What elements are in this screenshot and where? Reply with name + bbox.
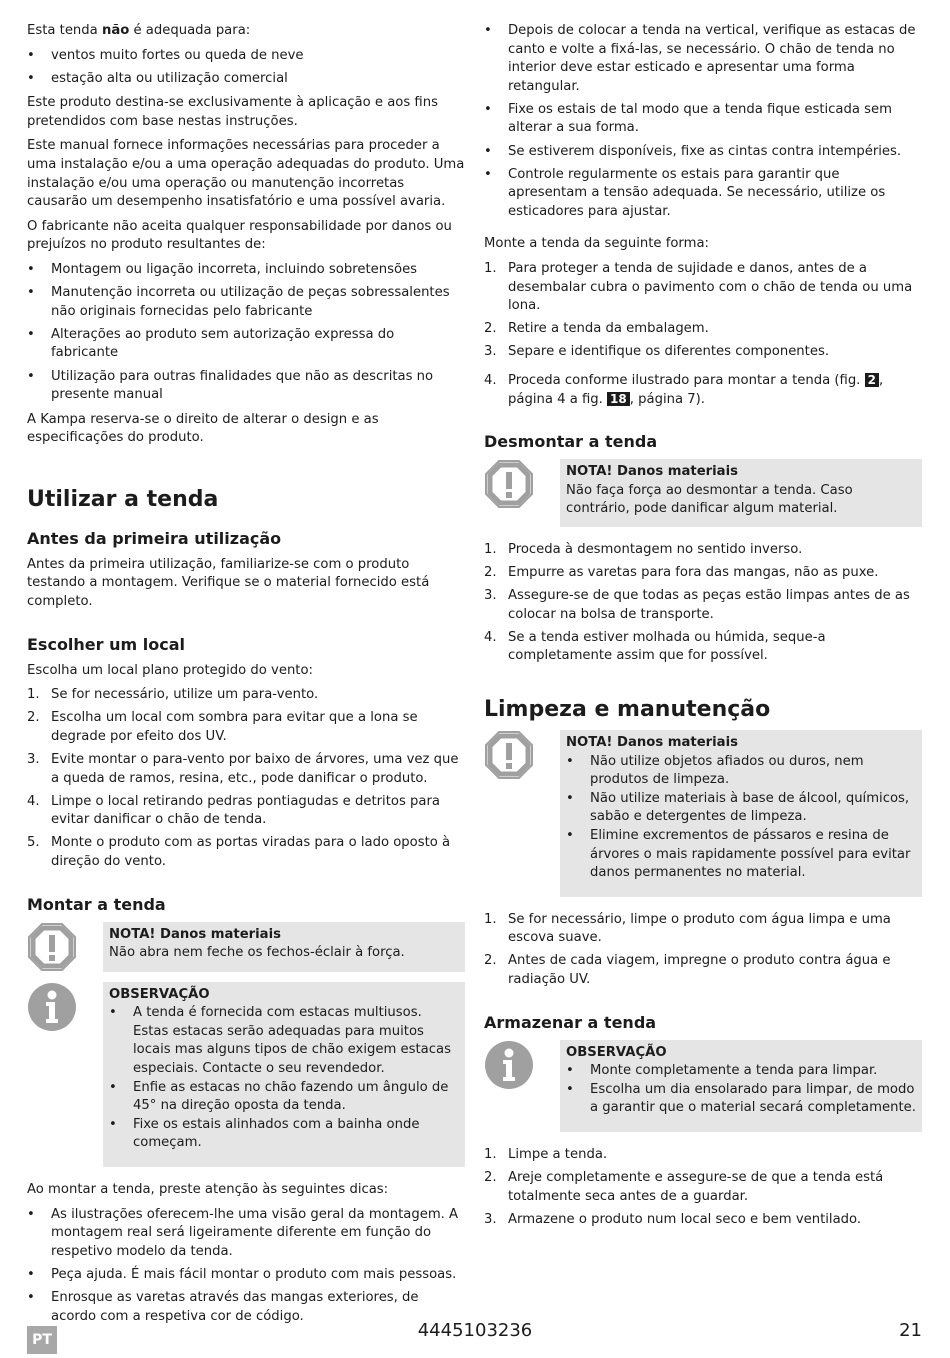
paragraph: Antes da primeira utilização, familiarize-se com o produto testando a montagem. Verifique se o material fornecido está completo.	[27, 556, 430, 610]
paragraph: Escolha um local plano protegido do vento:	[27, 662, 313, 678]
note-box	[560, 459, 922, 527]
note-material-damage	[27, 922, 465, 972]
list-item: 3. Separe e identifique os diferentes componentes.	[484, 344, 830, 360]
list-item: 3. Armazene o produto num local seco e bem ventilado.	[484, 1211, 862, 1227]
note-box	[560, 1040, 922, 1132]
subsection-title-store: Armazenar a tenda	[484, 1012, 657, 1032]
list-item: 2. Antes de cada viagem, impregne o produto contra água e radiação UV.	[484, 953, 891, 988]
language-badge: PT	[27, 1326, 57, 1354]
list-item: • Enfie as estacas no chão fazendo um ângulo de 45° na direção oposta da tenda.	[109, 1079, 449, 1114]
observation-list	[109, 1004, 459, 1153]
paragraph: Este produto destina-se exclusivamente à aplicação e aos fins pretendidos com base nestas instruções.	[27, 95, 438, 129]
note-box	[103, 982, 465, 1167]
list-item: • Alterações ao produto sem autorização expressa do fabricante	[27, 326, 395, 361]
document-code: 4445103236	[417, 1320, 533, 1341]
cleaning-steps	[484, 911, 922, 990]
list-item: • Controle regularmente os estais para garantir que apresentam a tensão adequada. Se necessário, utilize os esticadores para ajustar.	[484, 166, 886, 219]
note-title: OBSERVAÇÃO	[109, 986, 210, 1002]
list-item: • A tenda é fornecida com estacas multiusos. Estas estacas serão adequadas para muitos locais mas alguns tipos de chão exigem estacas especiais. Contacte o seu revendedor.	[109, 1005, 451, 1076]
list-item: 1. Limpe a tenda.	[484, 1147, 608, 1163]
intro-paragraph: Esta tenda não é adequada para:	[27, 23, 251, 38]
subsection-title-assemble: Montar a tenda	[27, 894, 166, 914]
octagon-exclamation-icon	[27, 922, 103, 972]
paragraph: Monte a tenda da seguinte forma:	[484, 236, 709, 252]
note-text: Não abra nem feche os fechos-éclair à força.	[109, 945, 405, 961]
list-item: • Fixe os estais de tal modo que a tenda fique esticada sem alterar a sua forma.	[484, 101, 892, 136]
left-column	[27, 22, 465, 1332]
page-number: 21	[899, 1320, 922, 1341]
info-circle-icon	[27, 982, 103, 1167]
note-text: Não faça força ao desmontar a tenda. Caso contrário, pode danificar algum material.	[566, 482, 853, 517]
subsection-title-dismantle: Desmontar a tenda	[484, 432, 658, 452]
mount-steps	[484, 260, 922, 409]
list-item: • Enrosque as varetas através das mangas exteriores, de acordo com a respetiva cor de código.	[27, 1289, 419, 1324]
note-title: NOTA! Danos materiais	[566, 735, 738, 751]
tips-list	[27, 1206, 465, 1327]
list-item: 2. Empurre as varetas para fora das mangas, não as puxe.	[484, 565, 879, 581]
list-item: • Elimine excrementos de pássaros e resina de árvores o mais rapidamente possível para evitar danos permanentes no material.	[566, 828, 911, 881]
list-item: 1. Se for necessário, limpe o produto com água limpa e uma escova suave.	[484, 911, 891, 946]
list-item: • ventos muito fortes ou queda de neve	[27, 47, 304, 63]
paragraph: O fabricante não aceita qualquer responsabilidade por danos ou prejuízos no produto resultantes de:	[27, 218, 452, 253]
right-column	[484, 22, 922, 1235]
figure-reference: 18	[607, 392, 630, 406]
note-box	[103, 922, 465, 972]
note-material-damage	[484, 730, 922, 897]
store-steps	[484, 1146, 922, 1229]
list-item: 2. Retire a tenda da embalagem.	[484, 321, 709, 337]
list-item: • Depois de colocar a tenda na vertical, verifique as estacas de canto e volte a fixá-las, se necessário. O chão de tenda no interior deve estar esticado e apresentar uma forma retangular.	[484, 23, 916, 94]
octagon-exclamation-icon	[484, 730, 560, 897]
note-title: NOTA! Danos materiais	[566, 464, 738, 480]
octagon-exclamation-icon	[484, 459, 560, 527]
list-item: • Manutenção incorreta ou utilização de peças sobressalentes não originais fornecidas pelo fabricante	[27, 285, 450, 319]
list-item: • Fixe os estais alinhados com a bainha onde começam.	[109, 1116, 420, 1151]
list-item: 5. Monte o produto com as portas viradas para o lado oposto à direção do vento.	[27, 835, 451, 869]
note-material-damage	[484, 459, 922, 527]
list-item: 3. Assegure-se de que todas as peças estão limpas antes de as colocar na bolsa de transporte.	[484, 588, 910, 622]
paragraph: Ao montar a tenda, preste atenção às seguintes dicas:	[27, 1181, 389, 1197]
dismantle-steps	[484, 541, 922, 666]
location-steps	[27, 686, 465, 871]
list-item: 4. Se a tenda estiver molhada ou húmida, seque-a completamente assim que for possível.	[484, 629, 826, 664]
section-title-use: Utilizar a tenda	[27, 486, 219, 512]
list-item: • Monte completamente a tenda para limpar.	[566, 1063, 878, 1079]
list-item: 3. Evite montar o para-vento por baixo de árvores, uma vez que a queda de ramos, resina, etc., pode danificar o produto.	[27, 752, 459, 786]
setup-list	[484, 22, 922, 221]
unsuitable-list	[27, 47, 465, 89]
info-circle-icon	[484, 1040, 560, 1132]
note-list	[566, 753, 916, 883]
list-item: • Peça ajuda. É mais fácil montar o produto com mais pessoas.	[27, 1266, 457, 1282]
list-item: 2. Escolha um local com sombra para evitar que a lona se degrade por efeito dos UV.	[27, 710, 418, 744]
note-title: OBSERVAÇÃO	[566, 1044, 667, 1060]
observation	[484, 1040, 922, 1132]
list-item: 4. Proceda conforme ilustrado para montar a tenda (fig. 2 , página 4 a fig. 18 , página 7).	[484, 373, 884, 407]
figure-reference: 2	[865, 373, 879, 387]
note-box	[560, 730, 922, 897]
list-item: • Não utilize objetos afiados ou duros, nem produtos de limpeza.	[566, 753, 864, 788]
section-title-cleaning: Limpeza e manutenção	[484, 697, 771, 723]
list-item: • Utilização para outras finalidades que não as descritas no presente manual	[27, 368, 434, 403]
list-item: • Não utilize materiais à base de álcool, químicos, sabão e detergentes de limpeza.	[566, 790, 910, 825]
paragraph: A Kampa reserva-se o direito de alterar o design e as especificações do produto.	[27, 411, 379, 446]
subsection-title-before-first-use: Antes da primeira utilização	[27, 528, 282, 548]
list-item: • estação alta ou utilização comercial	[27, 70, 288, 86]
list-item: • Se estiverem disponíveis, fixe as cintas contra intempéries.	[484, 143, 902, 159]
list-item: 1. Se for necessário, utilize um para-vento.	[27, 687, 319, 703]
note-title: NOTA! Danos materiais	[109, 926, 281, 942]
list-item: • As ilustrações oferecem-lhe uma visão geral da montagem. A montagem real será ligeiramente diferente em função do respetivo modelo da tenda.	[27, 1206, 459, 1259]
list-item: 1. Para proteger a tenda de sujidade e danos, antes de a desembalar cubra o pavimento com o chão de tenda ou uma lona.	[484, 261, 913, 314]
list-item: 4. Limpe o local retirando pedras pontiagudas e detritos para evitar danificar o chão de tenda.	[27, 793, 440, 828]
subsection-title-choose-location: Escolher um local	[27, 634, 185, 654]
list-item: • Escolha um dia ensolarado para limpar, de modo a garantir que o material secará completamente.	[566, 1081, 916, 1116]
liability-list	[27, 261, 465, 405]
list-item: • Montagem ou ligação incorreta, incluindo sobretensões	[27, 262, 418, 278]
paragraph: Este manual fornece informações necessárias para proceder a uma instalação e/ou a uma operação adequadas do produto. Uma instalação e/ou uma operação ou manutenção incorretas causarão um desempenho insatisfatório e uma possível avaria.	[27, 138, 465, 210]
observation	[27, 982, 465, 1167]
list-item: 1. Proceda à desmontagem no sentido inverso.	[484, 541, 803, 557]
observation-list	[566, 1062, 916, 1118]
list-item: 2. Areje completamente e assegure-se de que a tenda está totalmente seca antes de a guardar.	[484, 1170, 884, 1204]
